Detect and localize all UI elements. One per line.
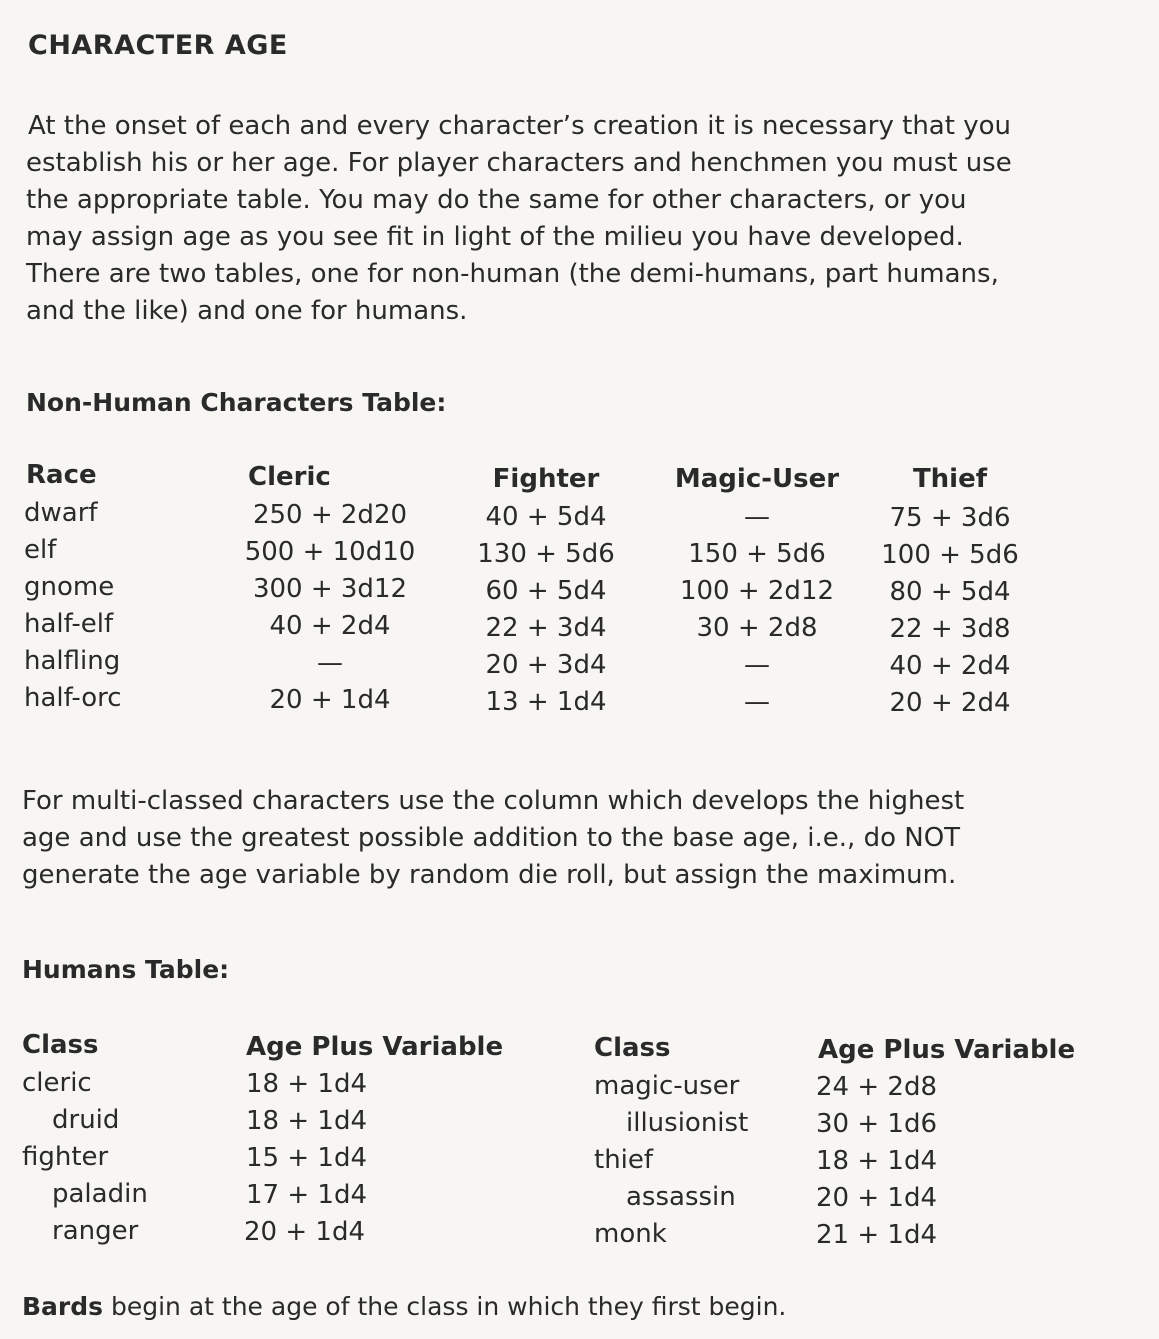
table-cell: monk: [594, 1219, 667, 1249]
table-cell: cleric: [22, 1068, 92, 1098]
table-cell: 30 + 1d6: [816, 1109, 937, 1139]
table-cell: ranger: [52, 1216, 139, 1246]
table-cell: magic-user: [594, 1071, 740, 1101]
table-cell: 40 + 2d4: [269, 611, 391, 641]
table-header: Cleric: [248, 462, 331, 492]
table-cell: 30 + 2d8: [696, 613, 818, 643]
table-cell: fighter: [22, 1142, 109, 1172]
table-cell: 18 + 1d4: [816, 1146, 937, 1176]
table-cell: 20 + 2d4: [889, 688, 1011, 718]
table-cell: 22 + 3d4: [485, 613, 607, 643]
table-header: Magic-User: [674, 464, 840, 494]
table-header: Class: [594, 1033, 671, 1063]
table-cell: 300 + 3d12: [252, 574, 408, 604]
table-cell: 20 + 1d4: [816, 1183, 937, 1213]
table-cell: 100 + 5d6: [881, 540, 1019, 570]
table-cell: half-orc: [24, 683, 122, 713]
table-cell: 22 + 3d8: [889, 614, 1011, 644]
table-cell: 21 + 1d4: [816, 1220, 937, 1250]
table-cell: —: [317, 648, 343, 678]
table-header: Class: [22, 1030, 99, 1060]
table-cell: —: [744, 650, 770, 680]
table-cell: 20 + 1d4: [269, 685, 391, 715]
intro-line: the appropriate table. You may do the same for other characters, or you: [26, 185, 967, 215]
table-cell: 40 + 2d4: [889, 651, 1011, 681]
intro-line: There are two tables, one for non-human (the demi-humans, part humans,: [26, 259, 999, 289]
table-header: Age Plus Variable: [818, 1035, 1076, 1065]
table-cell: halfling: [24, 646, 121, 676]
table-cell: 75 + 3d6: [889, 503, 1011, 533]
table-cell: druid: [52, 1105, 120, 1135]
table-cell: 100 + 2d12: [679, 576, 835, 606]
bards-note: [22, 1292, 786, 1321]
table-header: Fighter: [492, 464, 600, 494]
table-cell: 60 + 5d4: [485, 576, 607, 606]
table-cell: illusionist: [626, 1108, 749, 1138]
table-cell: half-elf: [24, 609, 114, 639]
bards-text: begin at the age of the class in which they first begin.: [103, 1292, 787, 1321]
multiclass-line: generate the age variable by random die roll, but assign the maximum.: [22, 860, 957, 890]
table-cell: —: [744, 687, 770, 717]
table-cell: —: [744, 502, 770, 532]
humans-table-heading: Humans Table:: [22, 955, 230, 984]
table-cell: 18 + 1d4: [246, 1106, 367, 1136]
page-title: CHARACTER AGE: [28, 30, 288, 61]
table-cell: 20 + 3d4: [485, 650, 607, 680]
table-cell: 80 + 5d4: [889, 577, 1011, 607]
table-cell: 40 + 5d4: [485, 502, 607, 532]
table-cell: 130 + 5d6: [477, 539, 615, 569]
table-cell: 500 + 10d10: [244, 537, 416, 567]
multiclass-line: For multi-classed characters use the column which develops the highest: [22, 786, 965, 816]
table-cell: 18 + 1d4: [246, 1069, 367, 1099]
table-cell: 15 + 1d4: [246, 1143, 367, 1173]
table-header: Age Plus Variable: [246, 1032, 504, 1062]
table-cell: 20 + 1d4: [244, 1217, 365, 1247]
multiclass-line: age and use the greatest possible addition to the base age, i.e., do NOT: [22, 823, 961, 853]
bards-label: Bards: [22, 1292, 104, 1321]
table-cell: 250 + 2d20: [252, 500, 408, 530]
table-cell: 13 + 1d4: [485, 687, 607, 717]
table-header: Thief: [912, 464, 988, 494]
intro-line: may assign age as you see fit in light of the milieu you have developed.: [26, 222, 964, 252]
table-cell: 24 + 2d8: [816, 1072, 937, 1102]
table-cell: paladin: [52, 1179, 148, 1209]
intro-line: establish his or her age. For player characters and henchmen you must use: [26, 148, 1012, 178]
table-cell: 17 + 1d4: [246, 1180, 367, 1210]
intro-line: and the like) and one for humans.: [26, 296, 468, 326]
table-cell: thief: [594, 1145, 654, 1175]
table-cell: 150 + 5d6: [688, 539, 826, 569]
intro-line: At the onset of each and every character’s creation it is necessary that you: [28, 111, 1011, 141]
table-header: Race: [26, 460, 97, 490]
table-cell: assassin: [626, 1182, 736, 1212]
nonhuman-table-heading: Non-Human Characters Table:: [26, 388, 447, 417]
table-cell: elf: [24, 535, 57, 565]
table-cell: gnome: [24, 572, 115, 602]
table-cell: dwarf: [24, 498, 98, 528]
